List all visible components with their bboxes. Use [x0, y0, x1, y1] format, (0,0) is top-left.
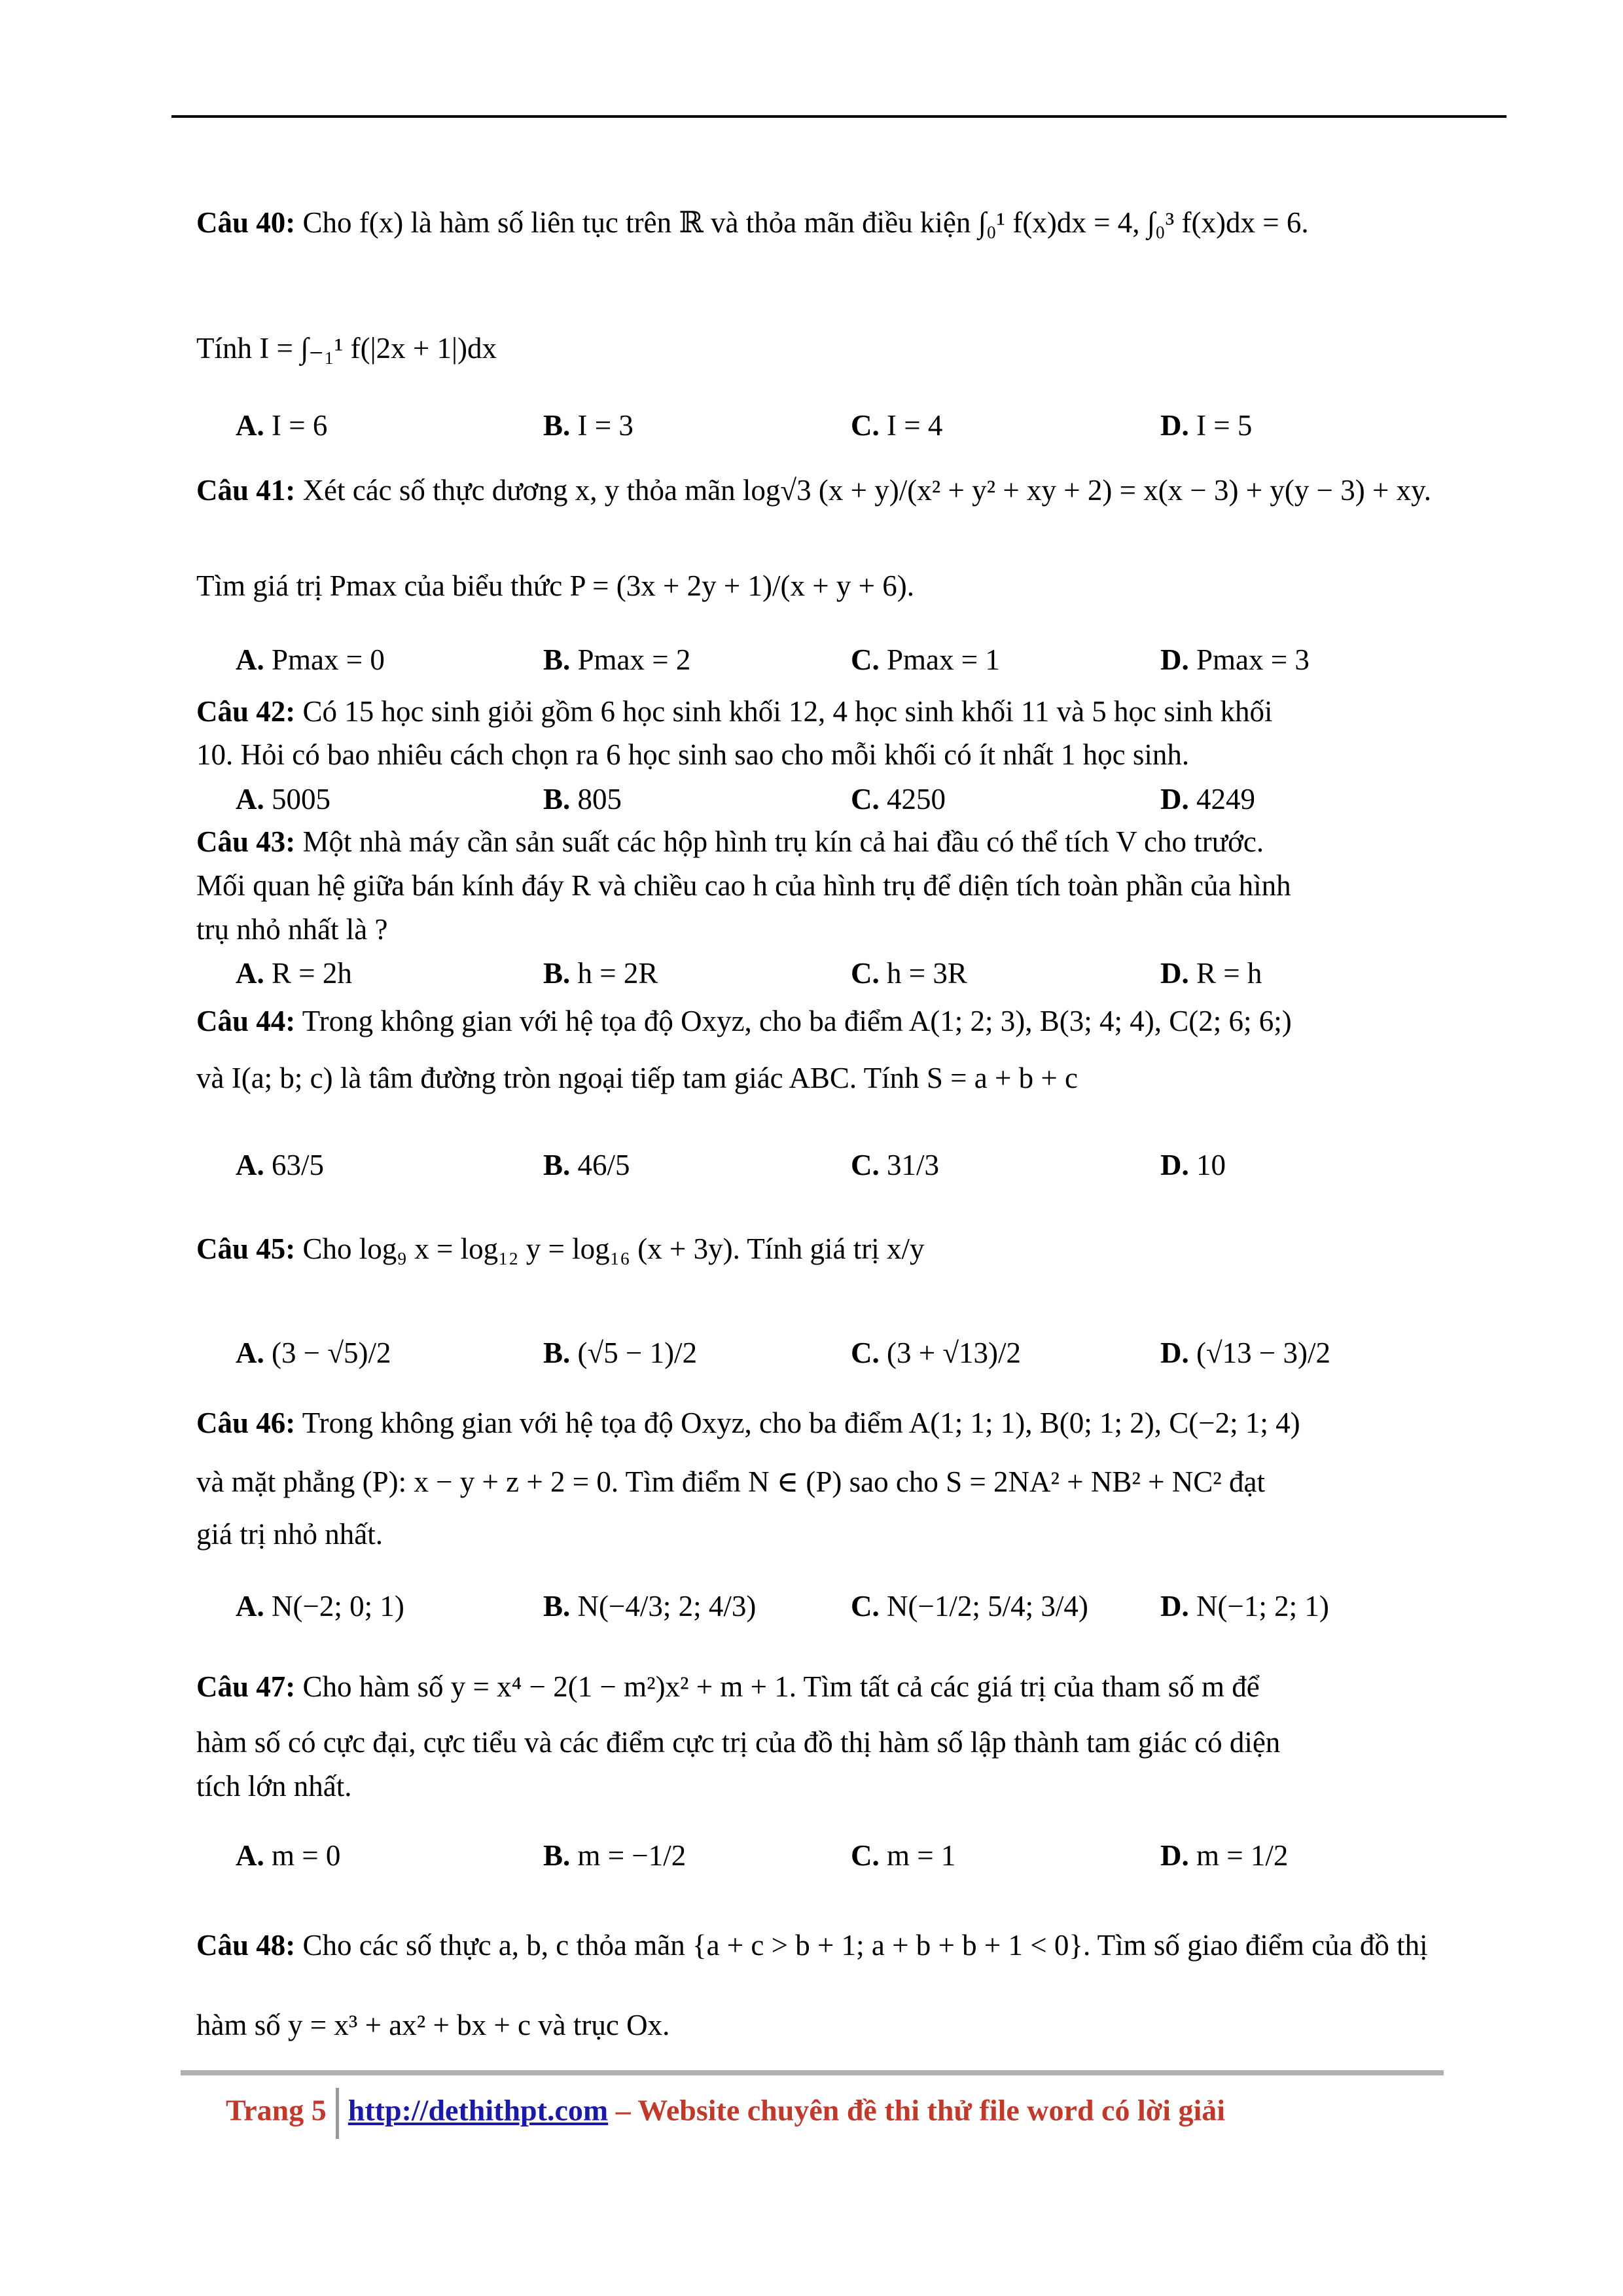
option-d: D. Pmax = 3 [1160, 643, 1310, 676]
question-42-line2: 10. Hỏi có bao nhiêu cách chọn ra 6 học sinh sao cho mỗi khối có ít nhất 1 học sinh. [196, 738, 1190, 771]
question-label: Câu 40: [196, 206, 296, 239]
question-label: Câu 41: [196, 474, 296, 507]
question-text: Xét các số thực dương x, y thỏa mãn log√3 (x + y)/(x² + y² + xy + 2) = x(x − 3) + y(y − 3) + xy. [302, 474, 1431, 507]
question-41-line2: Tìm giá trị Pmax của biểu thức P = (3x + 2y + 1)/(x + y + 6). [196, 569, 914, 602]
option-a: A. m = 0 [236, 1839, 341, 1872]
option-d: D. 10 [1160, 1149, 1226, 1181]
header-rule [171, 115, 1507, 118]
footer [226, 2088, 1225, 2139]
question-text: Trong không gian với hệ tọa độ Oxyz, cho ba điểm A(1; 1; 1), B(0; 1; 2), C(−2; 1; 4) [302, 1407, 1300, 1439]
option-b: B. m = −1/2 [543, 1839, 687, 1872]
option-c: C. h = 3R [851, 957, 967, 990]
question-47 [196, 1672, 1260, 1702]
question-45 [196, 1234, 924, 1264]
question-48 [196, 1931, 1428, 1960]
option-d: D. 4249 [1160, 783, 1255, 816]
option-c: C. 4250 [851, 783, 946, 816]
footer-rule [181, 2070, 1444, 2075]
question-label: Câu 48: [196, 1929, 296, 1962]
question-44 [196, 1007, 1292, 1036]
question-40-line2: Tính I = ∫₋₁¹ f(|2x + 1|)dx [196, 332, 497, 365]
option-d: D. R = h [1160, 957, 1262, 990]
option-d: D. m = 1/2 [1160, 1839, 1289, 1872]
question-label: Câu 46: [196, 1407, 296, 1439]
question-text: Cho f(x) là hàm số liên tục trên ℝ và thỏa mãn điều kiện ∫₀¹ f(x)dx = 4, ∫₀³ f(x)dx = 6. [302, 206, 1309, 239]
question-47-line3: tích lớn nhất. [196, 1770, 352, 1803]
question-43-line3: trụ nhỏ nhất là ? [196, 913, 388, 946]
question-text: Một nhà máy cần sản suất các hộp hình trụ kín cả hai đầu có thể tích V cho trước. [302, 825, 1264, 858]
question-46-line2: và mặt phẳng (P): x − y + z + 2 = 0. Tìm điểm N ∈ (P) sao cho S = 2NA² + NB² + NC² đạt [196, 1465, 1265, 1498]
question-41 [196, 476, 1431, 505]
question-43-line2: Mối quan hệ giữa bán kính đáy R và chiều cao h của hình trụ để diện tích toàn phần của hình [196, 869, 1291, 902]
question-48-line2: hàm số y = x³ + ax² + bx + c và trục Ox. [196, 2009, 670, 2041]
option-b: B. Pmax = 2 [543, 643, 691, 676]
option-c: C. m = 1 [851, 1839, 956, 1872]
question-label: Câu 43: [196, 825, 296, 858]
footer-separator [336, 2088, 339, 2139]
page-number: Trang 5 [226, 2093, 327, 2127]
option-d: D. (√13 − 3)/2 [1160, 1336, 1331, 1369]
option-b: B. (√5 − 1)/2 [543, 1336, 698, 1369]
question-text: Cho các số thực a, b, c thỏa mãn {a + c > b + 1; a + b + b + 1 < 0}. Tìm số giao điểm của đồ thị [302, 1929, 1428, 1962]
option-b: B. N(−4/3; 2; 4/3) [543, 1590, 757, 1623]
question-text: Cho hàm số y = x⁴ − 2(1 − m²)x² + m + 1. Tìm tất cả các giá trị của tham số m để [302, 1670, 1260, 1703]
option-a: A. I = 6 [236, 409, 328, 442]
option-c: C. 31/3 [851, 1149, 940, 1181]
option-b: B. I = 3 [543, 409, 633, 442]
question-text: Có 15 học sinh giỏi gồm 6 học sinh khối 12, 4 học sinh khối 11 và 5 học sinh khối [302, 695, 1273, 728]
question-46 [196, 1408, 1300, 1438]
option-a: A. 5005 [236, 783, 330, 816]
option-b: B. 46/5 [543, 1149, 630, 1181]
option-a: A. 63/5 [236, 1149, 325, 1181]
option-b: B. 805 [543, 783, 622, 816]
question-text: Trong không gian với hệ tọa độ Oxyz, cho ba điểm A(1; 2; 3), B(3; 4; 4), C(2; 6; 6;) [302, 1005, 1292, 1037]
option-d: D. N(−1; 2; 1) [1160, 1590, 1329, 1623]
footer-tagline: – Website chuyên đề thi thử file word có lời giải [615, 2093, 1226, 2127]
question-44-line2: và I(a; b; c) là tâm đường tròn ngoại tiếp tam giác ABC. Tính S = a + b + c [196, 1062, 1078, 1094]
question-label: Câu 47: [196, 1670, 296, 1703]
question-label: Câu 42: [196, 695, 296, 728]
option-a: A. (3 − √5)/2 [236, 1336, 391, 1369]
question-label: Câu 44: [196, 1005, 296, 1037]
question-43 [196, 827, 1264, 857]
question-47-line2: hàm số có cực đại, cực tiểu và các điểm cực trị của đồ thị hàm số lập thành tam giác có diện [196, 1726, 1281, 1759]
question-text: Cho log₉ x = log₁₂ y = log₁₆ (x + 3y). Tính giá trị x/y [302, 1232, 925, 1265]
footer-link[interactable]: http://dethithpt.com [348, 2093, 609, 2127]
option-d: D. I = 5 [1160, 409, 1253, 442]
option-c: C. N(−1/2; 5/4; 3/4) [851, 1590, 1088, 1623]
option-a: A. R = 2h [236, 957, 352, 990]
option-c: C. I = 4 [851, 409, 943, 442]
option-c: C. Pmax = 1 [851, 643, 1000, 676]
question-40 [196, 208, 1309, 238]
option-b: B. h = 2R [543, 957, 658, 990]
question-label: Câu 45: [196, 1232, 296, 1265]
option-a: A. Pmax = 0 [236, 643, 385, 676]
question-46-line3: giá trị nhỏ nhất. [196, 1518, 383, 1551]
question-42 [196, 697, 1273, 726]
option-c: C. (3 + √13)/2 [851, 1336, 1022, 1369]
option-a: A. N(−2; 0; 1) [236, 1590, 404, 1623]
